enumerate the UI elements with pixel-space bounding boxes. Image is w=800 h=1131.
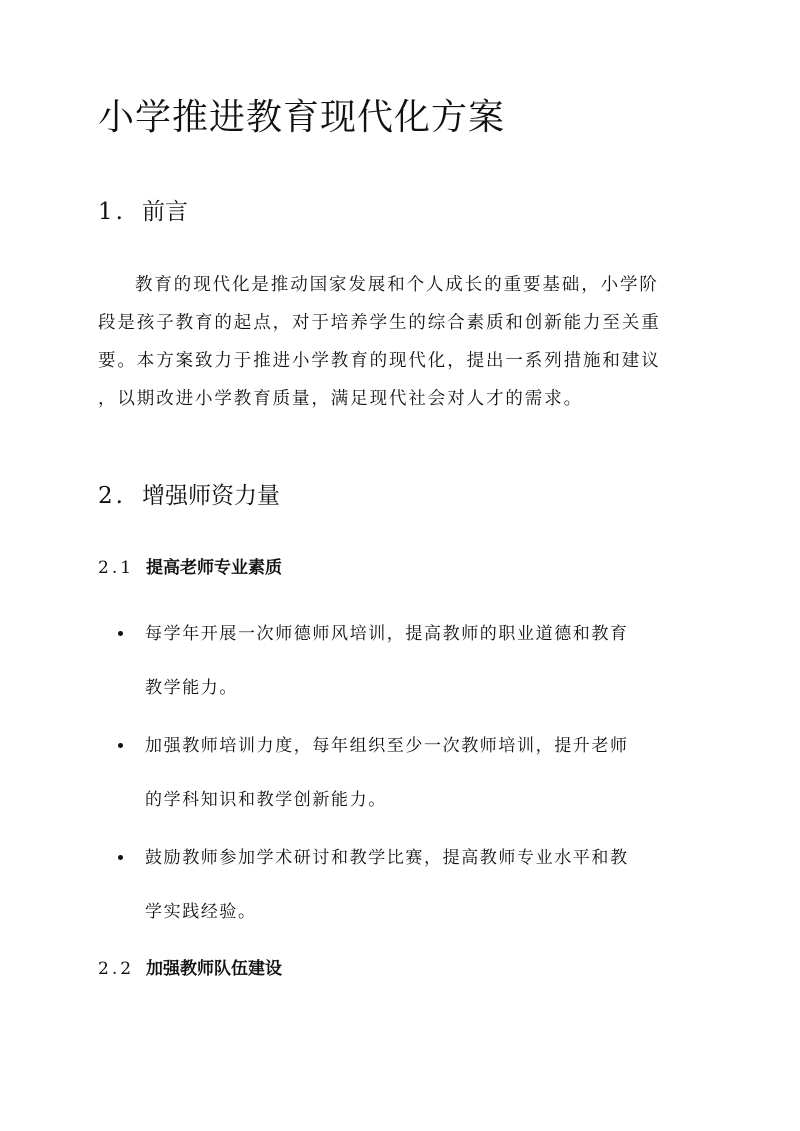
bullet-icon (118, 855, 123, 860)
paragraph-line: 要。本方案致力于推进小学教育的现代化，提出一系列措施和建议 (98, 351, 661, 371)
subsection-title: 加强教师队伍建设 (146, 959, 282, 979)
list-item-line: 教学能力。 (145, 678, 238, 698)
paragraph-line: ，以期改进小学教育质量，满足现代社会对人才的需求。 (98, 389, 583, 409)
list-item (118, 831, 718, 939)
subsection-heading-team (98, 955, 282, 983)
document-title: 小学推进教育现代化方案 (98, 97, 506, 138)
subsection-title: 提高老师专业素质 (146, 558, 282, 578)
list-item (118, 719, 718, 827)
paragraph-line: 教育的现代化是推动国家发展和个人成长的重要基础，小学阶 (135, 275, 659, 295)
subsection-heading-quality (98, 554, 282, 582)
section-number: 2. (98, 483, 126, 509)
bullet-list (118, 607, 718, 943)
list-item (118, 607, 718, 715)
bullet-icon (118, 631, 123, 636)
section-number: 1. (98, 199, 126, 225)
section-title: 增强师资力量 (142, 483, 280, 509)
section-heading-teachers (98, 479, 280, 513)
list-item-line: 的学科知识和教学创新能力。 (145, 790, 387, 810)
subsection-number: 2.2 (98, 959, 135, 979)
list-item-line: 每学年开展一次师德师风培训，提高教师的职业道德和教育 (145, 624, 629, 644)
section-heading-preface (98, 195, 188, 229)
preface-paragraph (98, 266, 708, 418)
list-item-line: 鼓励教师参加学术研讨和教学比赛，提高教师专业水平和教 (145, 848, 629, 868)
list-item-line: 学实践经验。 (145, 902, 257, 922)
list-item-line: 加强教师培训力度，每年组织至少一次教师培训，提升老师 (145, 736, 629, 756)
bullet-icon (118, 743, 123, 748)
subsection-number: 2.1 (98, 558, 135, 578)
section-title: 前言 (142, 199, 188, 225)
paragraph-line: 段是孩子教育的起点，对于培养学生的综合素质和创新能力至关重 (98, 313, 661, 333)
